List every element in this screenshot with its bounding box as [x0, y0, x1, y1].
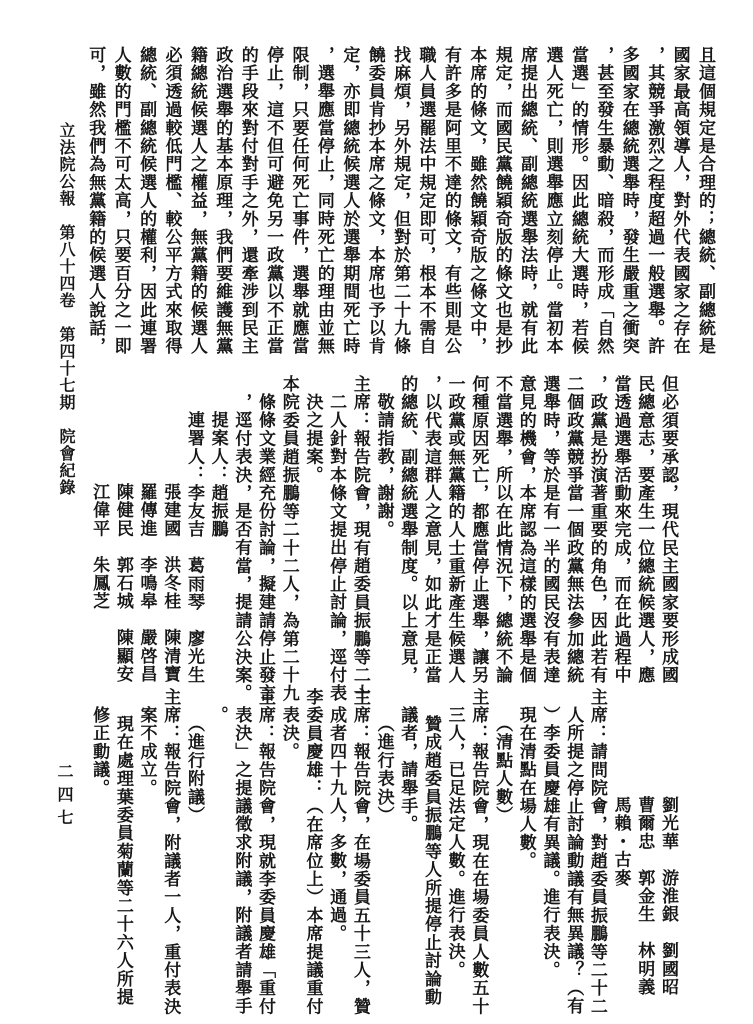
text-band-middle: [87, 375, 680, 705]
text-column: 本院委員趙振鵬等二十二人，為第二十九: [279, 375, 299, 703]
text-column: 國家最高領導人，對外代表國家之存在: [670, 46, 690, 356]
text-column: 贊成趙委員振鵬等人所提停止討論動: [421, 715, 441, 1007]
page-number: 二四七: [55, 763, 72, 832]
text-column: 主席：報告院會，在場委員五十三人，贊: [350, 688, 370, 1016]
text-column: 羅傳進 李鳴皋 嚴啓昌: [137, 483, 157, 684]
text-column: 李委員慶雄：（在席位上）本席提議重付: [303, 688, 323, 1016]
text-column: 決之提案。: [303, 393, 323, 484]
text-column: 的總統、副總統選舉制度。以上意見，: [398, 375, 418, 685]
text-column: 多國家在總統選舉時，發生嚴重之衝突: [619, 46, 639, 356]
text-column: 且這個規定是合理的；總統、副總統是: [696, 46, 715, 356]
text-column: 人數的門檻不可太高，只要百分之一即: [111, 46, 131, 356]
text-band-bottom: [87, 688, 680, 1020]
text-column: 選舉時，等於是有一半的國民沒有表達: [540, 375, 560, 685]
text-column: 馬賴・古麥: [611, 796, 631, 887]
text-column: 饒委員肯抄本席之條文，本席也予以肯: [365, 46, 385, 356]
text-column: 。: [208, 706, 228, 725]
text-column: 提案人：趙振鵬: [208, 411, 228, 539]
text-column: 限制，只要任何死亡事件，選舉就應當: [289, 46, 309, 356]
text-column: 本席的條文，雖然饒穎奇版之條文中，: [467, 46, 487, 356]
text-column: 江偉平 朱鳳芝: [90, 483, 110, 611]
text-column: 但必須要承認，現代民主國家要形成國: [659, 375, 678, 685]
text-column: 當選」的情形。因此總統大選時，若候: [568, 46, 588, 356]
text-column: 表決」之提議徵求附議，附議者請舉手: [232, 706, 252, 1016]
text-column: ）李委員慶雄有異議。進行表決。: [540, 706, 560, 979]
text-column: 主席：報告院會，現就李委員慶雄「重付: [256, 688, 276, 1016]
text-column: 條條文業經充份討論，擬建請停止發言: [256, 393, 276, 703]
text-column: 可，雖然我們為無黨籍的候選人說話，: [86, 46, 106, 356]
text-column: 敬請指教，謝謝。: [374, 393, 394, 539]
gazette-title: 立法院公報 第八十四卷 第四十七期 院會紀錄: [57, 122, 74, 496]
text-column: 一政黨或無黨籍的人士重新產生候選人: [445, 375, 465, 685]
text-column: 案不成立。: [137, 706, 157, 797]
text-column: 意見的機會，本席認為這樣的選舉是個: [516, 375, 536, 685]
text-column: 議者，請舉手。: [398, 706, 418, 834]
text-column: （進行表決）: [374, 715, 394, 825]
text-column: 主席：請問院會，對趙委員振鵬等二十二: [587, 688, 607, 1016]
text-column: 找麻煩，另外規定，但對於第二十九條: [391, 46, 411, 356]
text-column: 民總意志，要產生一位總統候選人，應: [635, 375, 655, 685]
text-column: 二人針對本條文提出停止討論，逕付表: [327, 393, 347, 703]
text-column: 停止，這不但可避免另一政黨以不正當: [264, 46, 284, 356]
text-column: ，甚至發生暴動、暗殺，而形成「自然: [594, 46, 614, 356]
text-column: 主席：報告院會，附議者一人，重付表決: [161, 688, 181, 1016]
text-column: ，選舉應當停止，同時死亡的理由並無: [314, 46, 334, 356]
text-column: 修正動議。: [90, 706, 110, 797]
text-column: 成者四十九人，多數，通過。: [327, 706, 347, 943]
text-column: 現在清點在場人數。: [516, 706, 536, 870]
text-column: 陳健民 郭石城 陳顯安: [113, 483, 133, 684]
text-column: 籍總統候選人之權益，無黨籍的候選人: [187, 46, 207, 356]
text-column: 三人，已足法定人數。進行表決。: [445, 706, 465, 979]
text-column: 的手段來對付對手之外，還牽涉到民主: [238, 46, 258, 356]
text-column: 主席：報告院會，現在在場委員人數五十: [469, 688, 489, 1016]
text-column: 必須透過較低門檻、較公平方式來取得: [162, 46, 182, 356]
text-column: 張建國 洪冬桂 陳清寶: [161, 483, 181, 684]
text-column: ，逕付表決，是否有當，提請公決案。: [232, 393, 252, 703]
text-column: 劉光華 游淮銀 劉國昭: [659, 796, 678, 997]
text-column: 有許多是阿里不達的條文，有些則是公: [441, 46, 461, 356]
text-column: 政治選舉的基本原理，我們要維護無黨: [213, 46, 233, 356]
text-column: （清點人數）: [493, 715, 513, 825]
text-column: 主席：報告院會，現有趙委員振鵬等二十: [350, 375, 370, 703]
text-column: 選人死亡，則選舉應立刻停止。當初本: [543, 46, 563, 356]
text-column: 總統、副總統候選人的權利，因此連署: [137, 46, 157, 356]
text-column: ，其競爭激烈之程度超過一般選舉。許: [645, 46, 665, 356]
text-column: （進行附議）: [184, 715, 204, 825]
text-column: 不當選舉，所以在此情況下，總統不論: [493, 375, 513, 685]
text-band-top: [83, 46, 718, 368]
text-column: ，以代表這群人之意見，如此才是正當: [421, 375, 441, 685]
text-column: 當透過選舉活動來完成，而在此過程中: [611, 375, 631, 685]
text-column: ，政黨是扮演著重要的角色，因此若有: [587, 375, 607, 685]
text-column: 何種原因死亡，都應當停止選舉，讓另: [469, 375, 489, 685]
text-column: 定，亦即總統候選人於選舉期間死亡時: [340, 46, 360, 356]
text-column: 人所提之停止討論動議有無異議？（有: [564, 706, 584, 1016]
text-column: 職人員選罷法中規定即可，根本不需自: [416, 46, 436, 356]
text-column: 現在處理葉委員菊蘭等二十六人所提: [113, 715, 133, 1007]
text-column: 席提出總統、副總統選舉法時，就有此: [518, 46, 538, 356]
text-column: 曹爾忠 郭金生 林明義: [635, 796, 655, 997]
text-column: 二個政黨競爭當一個政黨無法參加總統: [564, 375, 584, 685]
text-column: 規定，而國民黨饒穎奇版的條文也是抄: [492, 46, 512, 356]
text-column: 表決。: [279, 706, 299, 761]
text-column: 連署人：李友吉 葛雨琴 廖光生: [184, 411, 204, 684]
